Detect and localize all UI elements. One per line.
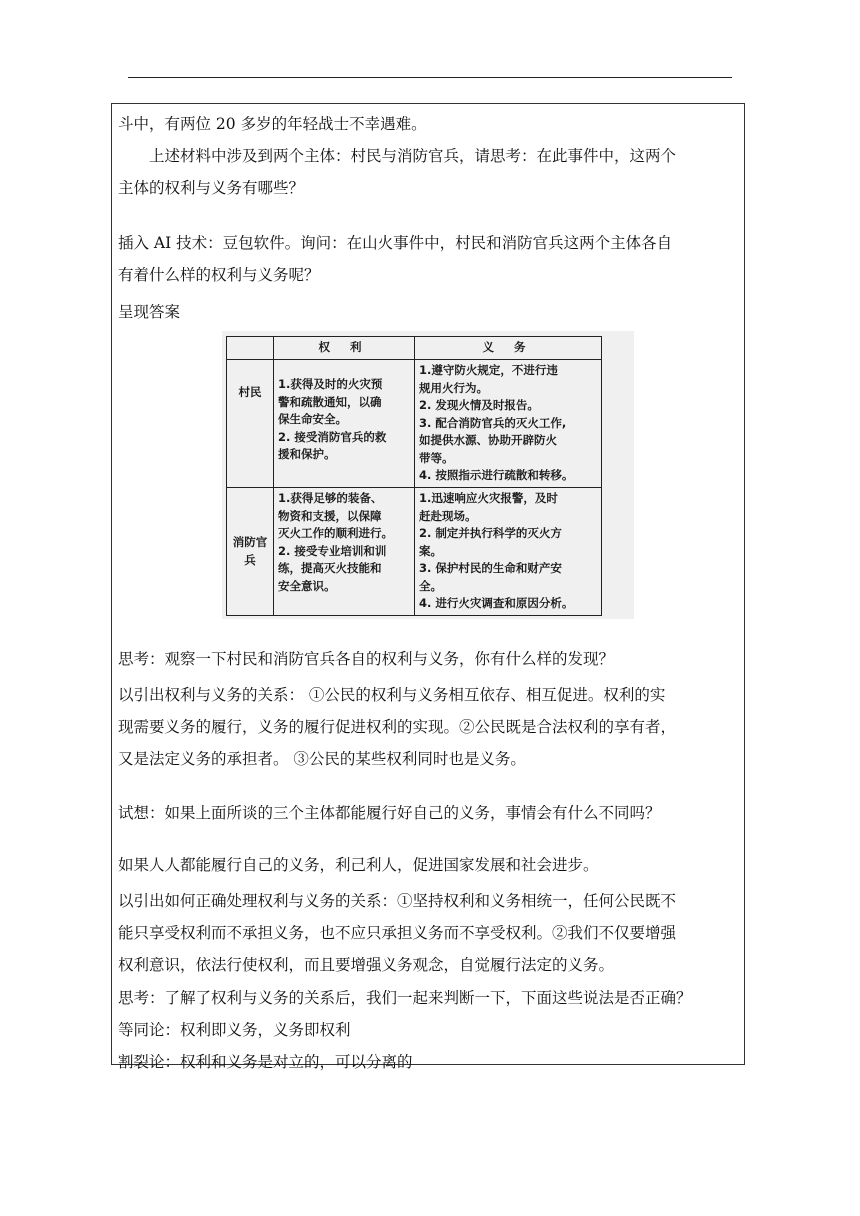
paragraph: 以引出如何正确处理权利与义务的关系：①坚持权利和义务相统一，任何公民既不 [118,892,677,910]
paragraph: 插入 AI 技术：豆包软件。询问：在山火事件中，村民和消防官兵这两个主体各自 [118,234,673,252]
paragraph: 上述材料中涉及到两个主体：村民与消防官兵，请思考：在此事件中，这两个 [149,147,677,165]
paragraph: 试想：如果上面所谈的三个主体都能履行好自己的义务，事情会有什么不同吗？ [118,804,661,822]
paragraph: 呈现答案 [118,303,181,321]
paragraph: 权利意识，依法行使权利，而且要增强义务观念，自觉履行法定的义务。 [118,956,615,974]
paragraph: 现需要义务的履行，义务的履行促进权利的实现。②公民既是合法权利的享有者， [118,718,677,736]
paragraph: 思考：观察一下村民和消防官兵各自的权利与义务，你有什么样的发现？ [118,650,615,668]
firefighter-duties-cell: 1.迅速响应火灾报警，及时 赶赴现场。 2. 制定并执行科学的灭火方 案。 3. 保护村民的生命和财产安 全。 4. 进行火灾调查和原因分析。 [415,488,602,616]
paragraph: 有着什么样的权利与义务呢？ [118,266,320,284]
table-header-blank [227,337,274,360]
table-header-rights: 权 利 [274,337,415,360]
paragraph: 主体的权利与义务有哪些？ [118,179,305,197]
paragraph: 如果人人都能履行自己的义务，利己利人，促进国家发展和社会进步。 [118,856,599,874]
paragraph: 斗中，有两位 20 多岁的年轻战士不幸遇难。 [118,115,427,133]
table-subject-villagers: 村民 [227,360,274,488]
table-subject-firefighters: 消防官 兵 [227,488,274,616]
paragraph: 又是法定义务的承担者。 ③公民的某些权利同时也是义务。 [118,750,526,768]
paragraph: 思考：了解了权利与义务的关系后，我们一起来判断一下，下面这些说法是否正确？ [118,989,692,1007]
villager-rights-cell: 1.获得及时的火灾预 警和疏散通知，以确 保生命安全。 2. 接受消防官兵的救 援和保护。 [274,360,415,488]
rights-duties-table [226,336,602,616]
paragraph: 以引出权利与义务的关系： ①公民的权利与义务相互依存、相互促进。权利的实 [118,686,666,704]
villager-duties-cell: 1.遵守防火规定，不进行违 规用火行为。 2. 发现火情及时报告。 3. 配合消防官兵的灭火工作, 如提供水源、协助开辟防火 带等。 4. 按照指示进行疏散和转移。 [415,360,602,488]
firefighter-rights-cell: 1.获得足够的装备、 物资和支援，以保障 灭火工作的顺利进行。 2. 接受专业培训和训 练，提高灭火技能和 安全意识。 [274,488,415,616]
paragraph: 割裂论：权利和义务是对立的，可以分离的 [118,1053,413,1071]
table-header-duties: 义 务 [415,337,602,360]
paragraph: 能只享受权利而不承担义务，也不应只承担义务而不享受权利。②我们不仅要增强 [118,924,677,942]
header-rule [128,77,732,78]
rights-duties-table-image [222,331,634,619]
paragraph: 等同论：权利即义务，义务即权利 [118,1021,351,1039]
